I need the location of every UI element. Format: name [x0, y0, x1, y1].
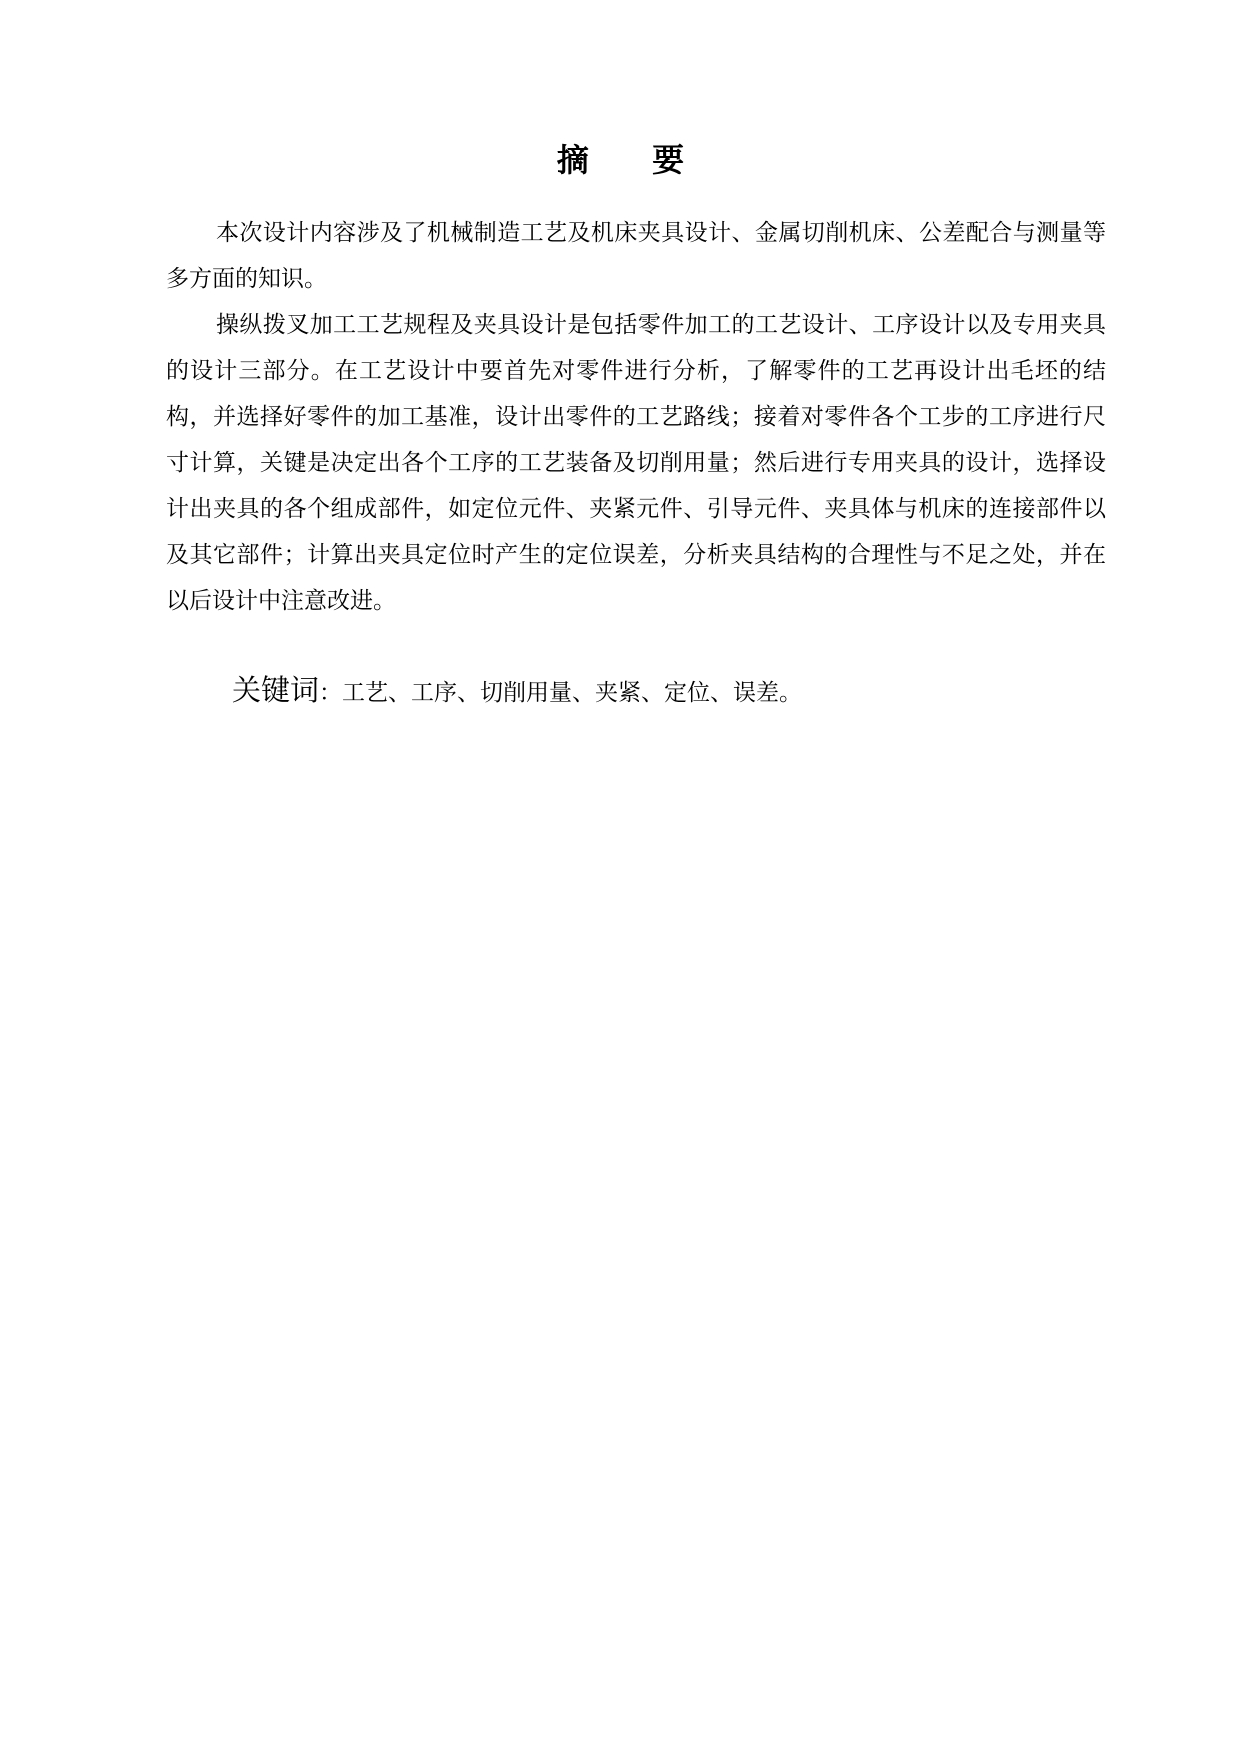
keywords-text: ：工艺、工序、切削用量、夹紧、定位、误差。: [319, 680, 803, 706]
page-title: 摘 要: [556, 141, 711, 179]
keywords-label: 关键词: [232, 673, 320, 707]
abstract-body: [166, 210, 1106, 624]
abstract-paragraph-2: 操纵拨叉加工工艺规程及夹具设计是包括零件加工的工艺设计、工序设计以及专用夹具的设计三部分。在工艺设计中要首先对零件进行分析，了解零件的工艺再设计出毛坯的结构，并选择好零件的加工基准，设计出零件的工艺路线；接着对零件各个工步的工序进行尺寸计算，关键是决定出各个工序的工艺装备及切削用量；然后进行专用夹具的设计，选择设计出夹具的各个组成部件，如定位元件、夹紧元件、引导元件、夹具体与机床的连接部件以及其它部件；计算出夹具定位时产生的定位误差，分析夹具结构的合理性与不足之处，并在以后设计中注意改进。: [166, 312, 1106, 614]
abstract-paragraph-1: 本次设计内容涉及了机械制造工艺及机床夹具设计、金属切削机床、公差配合与测量等多方面的知识。: [166, 220, 1106, 292]
keywords-line: [232, 670, 1106, 713]
